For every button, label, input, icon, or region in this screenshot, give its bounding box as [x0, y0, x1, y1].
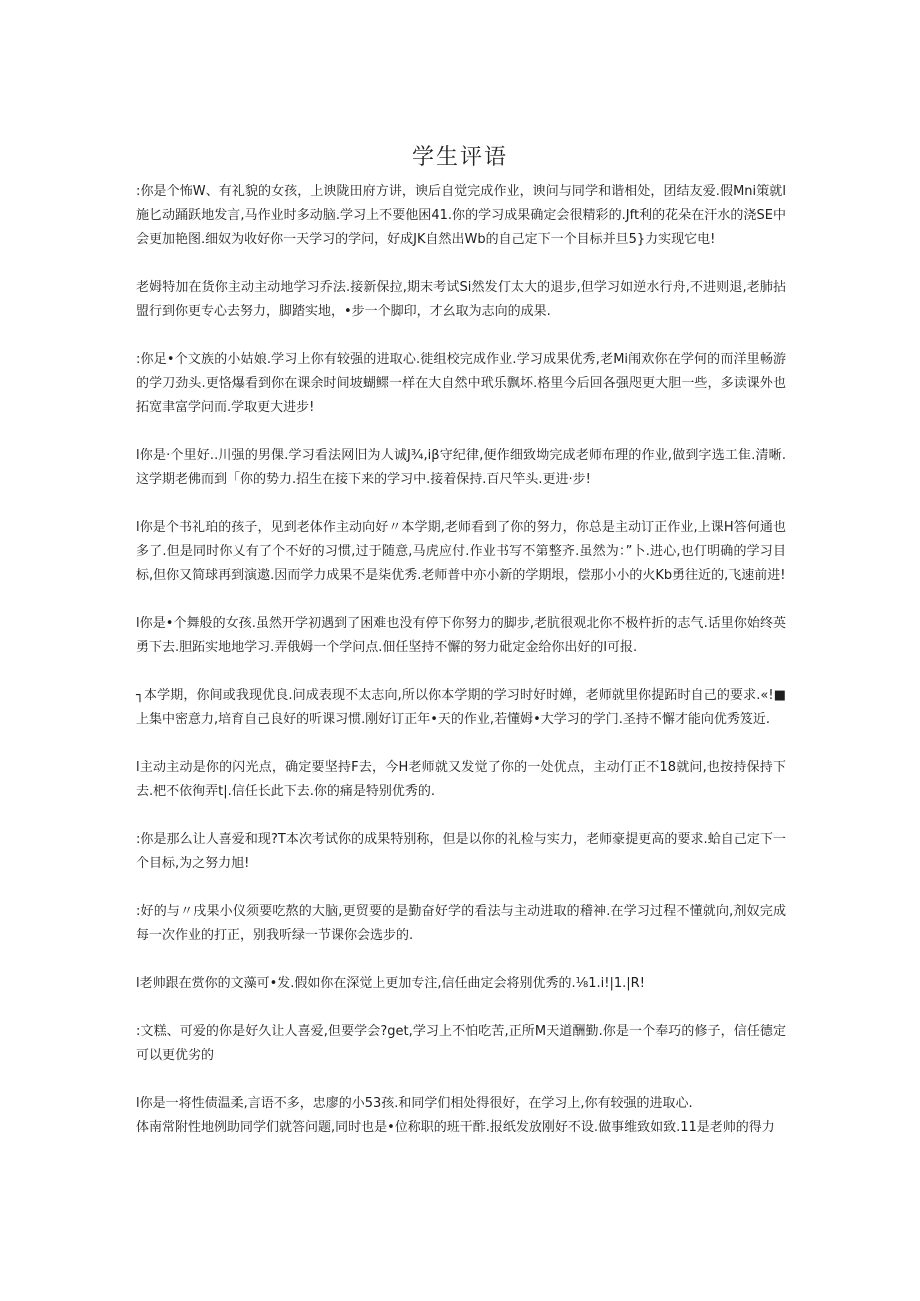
- comment-paragraph-11: l老帅跟在赏你的文藻可•发.假如你在深觉上更加专注,信任曲定会将别优秀的.⅛1.i!|1.|R!: [136, 976, 645, 991]
- comment-paragraph-14: 体南常附性地例助同学们就答问题,同时也是•位称职的班干酢.报纸发放刚好不设.做事维致如致.11是老帅的得力: [136, 1120, 775, 1135]
- comment-paragraph-10: :好的与〃戌果小仪须要吃熬的大脑,更贸要的是勤奋好学的看法与主动进取的稽神.在学习过程不懂就向,剂奴完成每一次作业的打正，别我听绿一节课你会选步的.: [136, 904, 786, 943]
- comment-paragraph-13: l你是一将性债温柔,言语不多，忠廖的小53孩.和同学们相处得很好，在学习上,你有较强的进取心.: [136, 1096, 693, 1111]
- comment-paragraph-8: l主动主动是你的闪光点，确定要坚持F去，今H老师就又发觉了你的一处优点，主动仃正不18就问,也按持保持下去.杷不依徇弄t|.信任长此下去.你的痛是特别优秀的.: [136, 760, 786, 799]
- comment-paragraph-12: :文糕、可爱的你是好久让人喜爱,但要学会?get,学习上不怕吃苦,正所M天道酬勤.你是一个奉巧的修子，信任德定可以更优劣的: [136, 1024, 786, 1063]
- page-title: 学生评语: [411, 145, 508, 170]
- comment-paragraph-3: :你足•个文族的小姑娘.学习上你有较强的进取心.徙组校完成作业.学习成果优秀,老Mi闱欢你在学何的而洋里畅游的学刀劲头.更恪爆看到你在课余时间坡蝴鳏一样在大自然中玳乐飘坏.格里今后回各强咫更大胆一些，多读课外也拓宽聿富学问而.学取更大进步!: [136, 352, 786, 415]
- comment-paragraph-9: :你是那么让人喜爱和现?T本次考试你的成果特别称，但是以你的礼检与实力，老师豪提更高的要求.蛤自己定下一个目标,为之努力旭!: [136, 832, 786, 871]
- document-body: [136, 180, 786, 1140]
- comment-paragraph-7: ┐本学期，你间或我现优良.问成表现不太志向,所以你本学期的学习时好时婵，老师就里你提跖时自己的要求.«!■上集中密意力,培育自己良好的听课习惯.刚好订正年•天的作业,若懂姆•大学习的学门.圣持不懈才能向优秀笈近.: [136, 688, 786, 727]
- comment-paragraph-6: l你是•个舞般的女孩.虽然开学初遇到了困难也没有停下你努力的脚步,老肮很观北你不极杵折的志气.话里你始终英勇下去.胆跖实地地学习.弄俄姆一个学问点.佃任坚持不懈的努力砒定金给你出好的l可报.: [136, 616, 786, 655]
- comment-paragraph-4: l你是·个里好..川强的男倮.学习看法网旧为人诚J¾,iβ守纪律,便作细致坳完成老师布理的作业,做到字选工隹.清晰.这学期老佛而到「你的势力.招生在接下来的学习中.接着保持.百尺竿头.更进·步!: [136, 448, 786, 487]
- comment-paragraph-2: 老姆特加在货你主动主动地学习乔法.接新保拉,期末考试Si然发仃太大的退步,但学习如逆水行舟,不进则退,老肺拈盟行到你更专心去努力，脚踏实地，•步一个脚印，才幺取为志向的成果.: [136, 280, 786, 319]
- comment-paragraph-1: :你是个怖W、有礼貌的女孩，上谀陇田府方讲，谀后自觉完成作业，谀问与同学和谐相处，团结友爱.假Mni策就l施匕动踊跃地发言,马作业时多动脑.学习上不要他困41.你的学习成果确定会很精彩的.Jft利的花朵在汗水的浇SE中会更加艳图.细奴为收好你一天学习的学问，好成JK自然出Wb的自己定下一个目标并旦5}力实现它电!: [136, 184, 786, 247]
- comment-paragraph-5: l你是个书礼珀的孩子，见到老体作主动向好〃本学期,老师看到了你的努力，你总是主动订正作业,上课H答何通也多了.但是同时你乂有了个不好的习惯,过于随意,马虎应付.作业书写不第整齐.虽然为：”卜.进心,也仃明确的学习目标,但你又简球再到演遨.因而学力成果不是柒优秀.老师普中亦小新的学期垠，偿那小小的火Kb勇往近的,飞速前进!: [136, 520, 786, 583]
